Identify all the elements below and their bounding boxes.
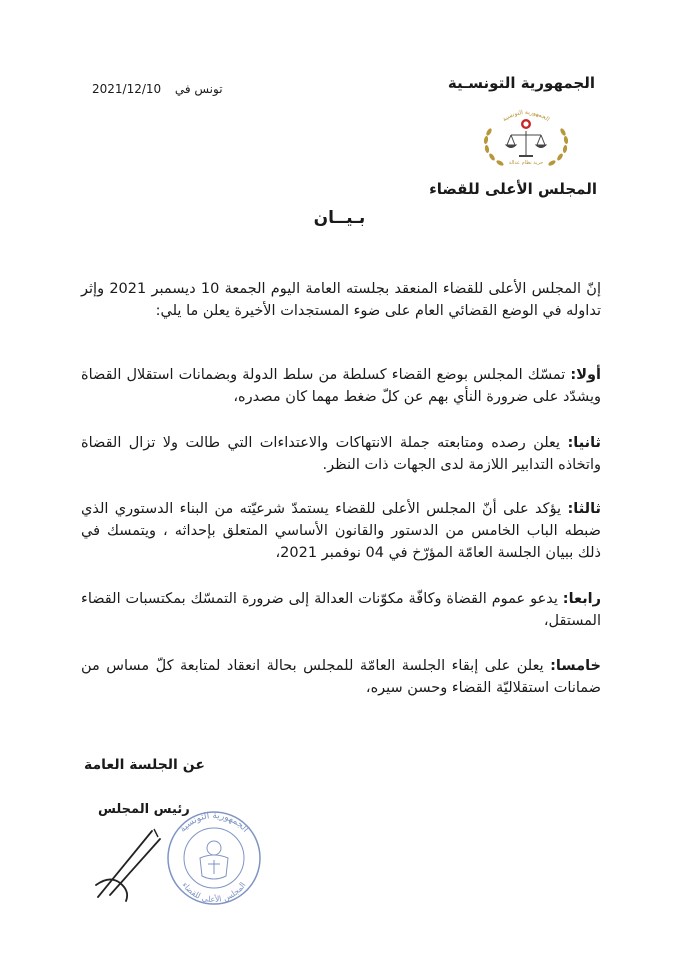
point-1 (81, 364, 601, 408)
point-text: يدعو عموم القضاة وكافّة مكوّنات العدالة إلى ضرورة التمسّك بمكتسبات القضاء المستقل، (81, 591, 601, 629)
point-label: ثالثا: (567, 501, 601, 517)
republic-heading: الجمهورية التونسـية (447, 74, 595, 92)
point-text: يعلن على إبقاء الجلسة العامّة للمجلس بحالة انعقاد لمتابعة كلّ مساس من ضمانات استقلاليّة القضاء وحسن سيره، (81, 658, 601, 696)
point-text: يعلن رصده ومتابعته جملة الانتهاكات والاعتداءات التي طالت ولا تزال القضاة واتخاذه التدابير اللازمة لدى الجهات ذات النظر. (81, 435, 601, 473)
point-2 (81, 432, 601, 476)
point-text: تمسّك المجلس بوضع القضاء كسلطة من سلط الدولة وبضمانات استقلال القضاة ويشدّد على ضرورة النأي بهم عن كلّ ضغط مهما كان مصدره، (81, 367, 601, 405)
point-3 (81, 498, 601, 564)
signature-session-label: عن الجلسة العامة (84, 757, 205, 773)
handwritten-signature-icon (90, 825, 168, 905)
svg-text:المجلس الأعلى للقضاء (180, 881, 247, 905)
point-4 (81, 588, 601, 632)
point-label: ثانيا: (567, 435, 601, 451)
date-city: تونس في (174, 82, 223, 96)
stamp-ring-top: الجمهورية التونسية (177, 810, 251, 835)
statement-title: بـيــان (313, 208, 366, 228)
point-text: يؤكد على أنّ المجلس الأعلى للقضاء يستمدّ شرعيّته من البناء الدستوري الذي ضبطه الباب الخامس من الدستور والقانون الأساسي المتعلق بإحداثه ، ويتمسك في ذلك ببيان الجلسة العامّة المؤرّخ في 04 نوفمبر 2021، (81, 501, 601, 561)
stamp-ring-bottom: المجلس الأعلى للقضاء (180, 880, 248, 905)
date-value: 2021/12/10 (92, 82, 162, 96)
council-heading: المجلس الأعلى للقضاء (429, 180, 597, 198)
date-line (92, 82, 223, 96)
signature-president-label: رئيس المجلس (98, 802, 190, 817)
council-emblem-icon (471, 104, 581, 178)
point-label: خامسا: (550, 658, 601, 674)
point-5 (81, 655, 601, 699)
emblem-motto: حرية نظام عدالة (508, 160, 544, 166)
point-label: أولا: (570, 367, 601, 383)
svg-text:الجمهورية التونسية (178, 811, 250, 835)
point-label: رابعا: (562, 591, 601, 607)
emblem-banner: الجمهورية التونسية (501, 108, 551, 124)
official-stamp-icon (160, 808, 268, 908)
intro-paragraph: إنّ المجلس الأعلى للقضاء المنعقد بجلسته العامة اليوم الجمعة 10 ديسمبر 2021 وإثر تداوله في الوضع القضائي العام على ضوء المستجدات الأخيرة يعلن ما يلي: (81, 281, 601, 319)
